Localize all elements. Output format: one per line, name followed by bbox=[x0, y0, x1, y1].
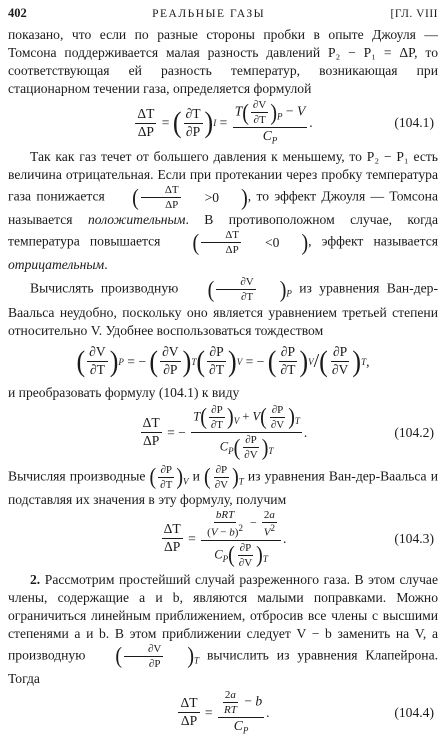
page-number: 402 bbox=[8, 6, 27, 20]
equation-number: (104.1) bbox=[394, 115, 434, 130]
identity-equation: ( $\frac{\partial V}{\partial T}$ ) P = − ( $\frac{\partial V}{\partial P}$ ) T ( $\frac{\partial P}{\partial T}$ ) V = − ( $\frac{\partial P}{\partial T}$ ) V / ( $\frac{\partial P}{\partial V}$ ) T , bbox=[76, 344, 370, 378]
paragraph-5: Вычисляя производные ( $\frac{\partial P}{\partial T}$ ) $_V$ и ( $\frac{\partial P}{\partial V}$ ) $_T$ из уравнения Ван-дер-Ваальса и подставляя их значения в эту формулу, получим bbox=[8, 463, 438, 507]
page-header bbox=[8, 6, 438, 26]
p3-part-a: Вычислять производную bbox=[30, 281, 179, 297]
equation-104-2: $\frac{\Delta T}{\Delta P}$ = − T ( $\frac{\partial P}{\partial T}$ ) $_V$ + V ( $\frac{\partial P}{\partial V}$ ) $_T$ $C_P$ ( $\frac{\partial P}{\partial V}$ ) $_T$ . (104.2) bbox=[142, 403, 434, 462]
equation-number: (104.4) bbox=[394, 704, 434, 720]
paragraph-1: показано, что если по разные стороны пробки в опыте Джоуля — Томсона поддерживается малая разность давлений P₂ − P₁ = ΔP, то соответствующая ей разность температур, возникающая при стационарном течении газа, определяется формулой bbox=[8, 27, 438, 96]
p2-part-c: . В противоположном случае, когда температура повышается bbox=[8, 212, 438, 249]
p2-part-d: , эффект называется bbox=[308, 233, 438, 249]
paragraph-6: 2. Рассмотрим простейший случай разреженного газа. В этом случае члены, содержащие a и b, являются малыми поправками. Можно ограничиться линейным приближением, отбросив все члены с высшими степенями a и b. В этом приближении следует V − b заменить на V, а производную ( $\frac{\partial V}{\partial P}$ ) $_T$ вычислить из уравнения Клапейрона. Тогда bbox=[8, 571, 439, 686]
term-negative: отрицательным bbox=[8, 257, 105, 273]
chapter-label: [ГЛ. VIII bbox=[390, 8, 438, 20]
running-title: РЕАЛЬНЫЕ ГАЗЫ bbox=[152, 8, 266, 20]
p2-part-a: Так как газ течет от большего давления к меньшему, то P₂ − P₁ есть величина отрицательная. Если при протекании через пробку температура газа понижается bbox=[8, 149, 438, 204]
p3-part-b: из уравнения Ван-дер-Ваальса неудобно, поскольку оно является уравнением третьей степени относительно V. Удобнее воспользоваться тождеством bbox=[8, 281, 438, 338]
paragraph-4: и преобразовать формулу (104.1) к виду bbox=[8, 384, 240, 400]
p5-and: и bbox=[192, 468, 200, 484]
equation-104-3: $\frac{\Delta T}{\Delta P}$ = $\frac{\text{bRT}}{(V - b)^2}$ − $\frac{2a}{V^2}$ $C_P$ ( $\frac{\partial P}{\partial V}$ ) $_T$ . (104.3) bbox=[163, 508, 434, 569]
equation-number: (104.2) bbox=[394, 424, 434, 440]
term-positive: положительным bbox=[87, 212, 186, 228]
p5-part-a: Вычисляя производные bbox=[8, 468, 146, 484]
equation-104-4: $\frac{\Delta T}{\Delta P}$ = $\frac{2a}{RT}$ − b $C_P$ . (104.4) bbox=[180, 689, 434, 736]
paragraph-2: Так как газ течет от большего давления к меньшему, то P₂ − P₁ есть величина отрицательная. Если при протекании через пробку температура газа понижается ( $\frac{\Delta T}{\Delta P}$ >0 ) , то эффект Джоуля — Томсона называется положительным. В противоположном случае, когда температура повышается ( $\frac{\Delta T}{\Delta P}$ <0 ) , эффект называется отрицательным. bbox=[8, 149, 438, 273]
paragraph-3: Вычислять производную ( $\frac{\partial V}{\partial T}$ ) $_P$ из уравнения Ван-дер-Ваальса неудобно, поскольку оно является уравнением третьей степени относительно V. Удобнее воспользоваться тождеством bbox=[8, 276, 438, 338]
section-number: 2. bbox=[30, 571, 41, 587]
equation-number: (104.3) bbox=[394, 530, 434, 546]
equation-104-1: $\frac{\Delta T}{\Delta P}$ = ( $\frac{\partial T}{\partial P}$ ) I = T ( $\frac{\partial V}{\partial T}$ ) $_P$ − V $C_P$ . (104.1) bbox=[137, 99, 434, 146]
p6-part-b: вычислить из уравнения Клапейрона. Тогда bbox=[8, 647, 439, 686]
p6-part-a: Рассмотрим простейший случай разреженного газа. В этом случае члены, содержащие a и b, являются малыми поправками. Можно ограничиться линейным приближением, отбросив все члены с высшими степенями a и b. В этом приближении следует V − b заменить на V, а производную bbox=[8, 571, 438, 663]
p5-part-b: из уравнения Ван-дер-Ваальса и подставляя их значения в эту формулу, получим bbox=[8, 468, 438, 507]
p2-part-b: , то эффект Джоуля — Томсона называется bbox=[8, 188, 438, 228]
